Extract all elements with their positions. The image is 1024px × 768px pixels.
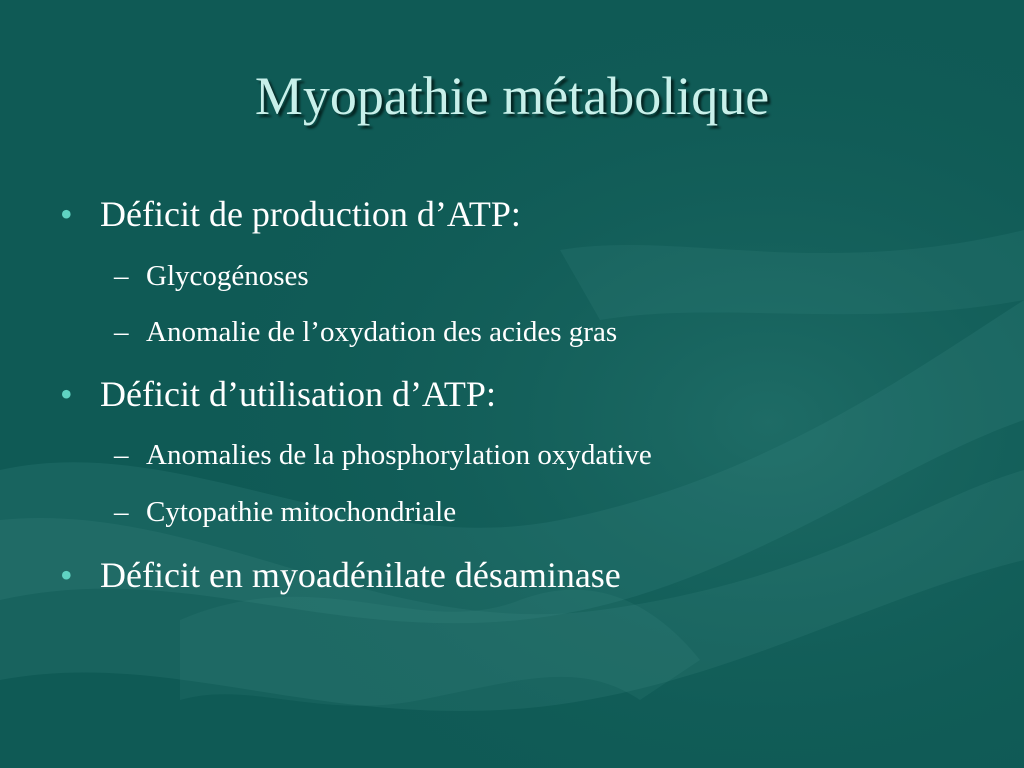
- bullet-text: Déficit en myoadénilate désaminase: [100, 555, 621, 595]
- bullet-item: [60, 553, 621, 597]
- sub-bullet-marker: –: [114, 496, 129, 528]
- sub-bullet-text: Anomalie de l’oxydation des acides gras: [146, 316, 618, 348]
- bullet-item: [60, 372, 496, 416]
- sub-bullet-item: [114, 314, 617, 350]
- sub-bullet-marker: –: [114, 260, 129, 292]
- sub-bullet-text: Cytopathie mitochondriale: [146, 496, 457, 528]
- bullet-text: Déficit d’utilisation d’ATP:: [100, 374, 496, 414]
- bullet-item: [60, 192, 521, 236]
- sub-bullet-item: [114, 258, 309, 294]
- sub-bullet-item: [114, 494, 456, 530]
- slide-title: Myopathie métabolique: [254, 66, 770, 126]
- sub-bullet-marker: –: [114, 316, 129, 348]
- sub-bullet-item: [114, 437, 652, 473]
- sub-bullet-marker: –: [114, 439, 129, 471]
- sub-bullet-text: Glycogénoses: [146, 260, 309, 292]
- sub-bullet-text: Anomalies de la phosphorylation oxydative: [146, 439, 652, 471]
- bullet-marker: •: [60, 555, 73, 595]
- bullet-marker: •: [60, 194, 73, 234]
- bullet-marker: •: [60, 374, 73, 414]
- bullet-text: Déficit de production d’ATP:: [100, 194, 521, 234]
